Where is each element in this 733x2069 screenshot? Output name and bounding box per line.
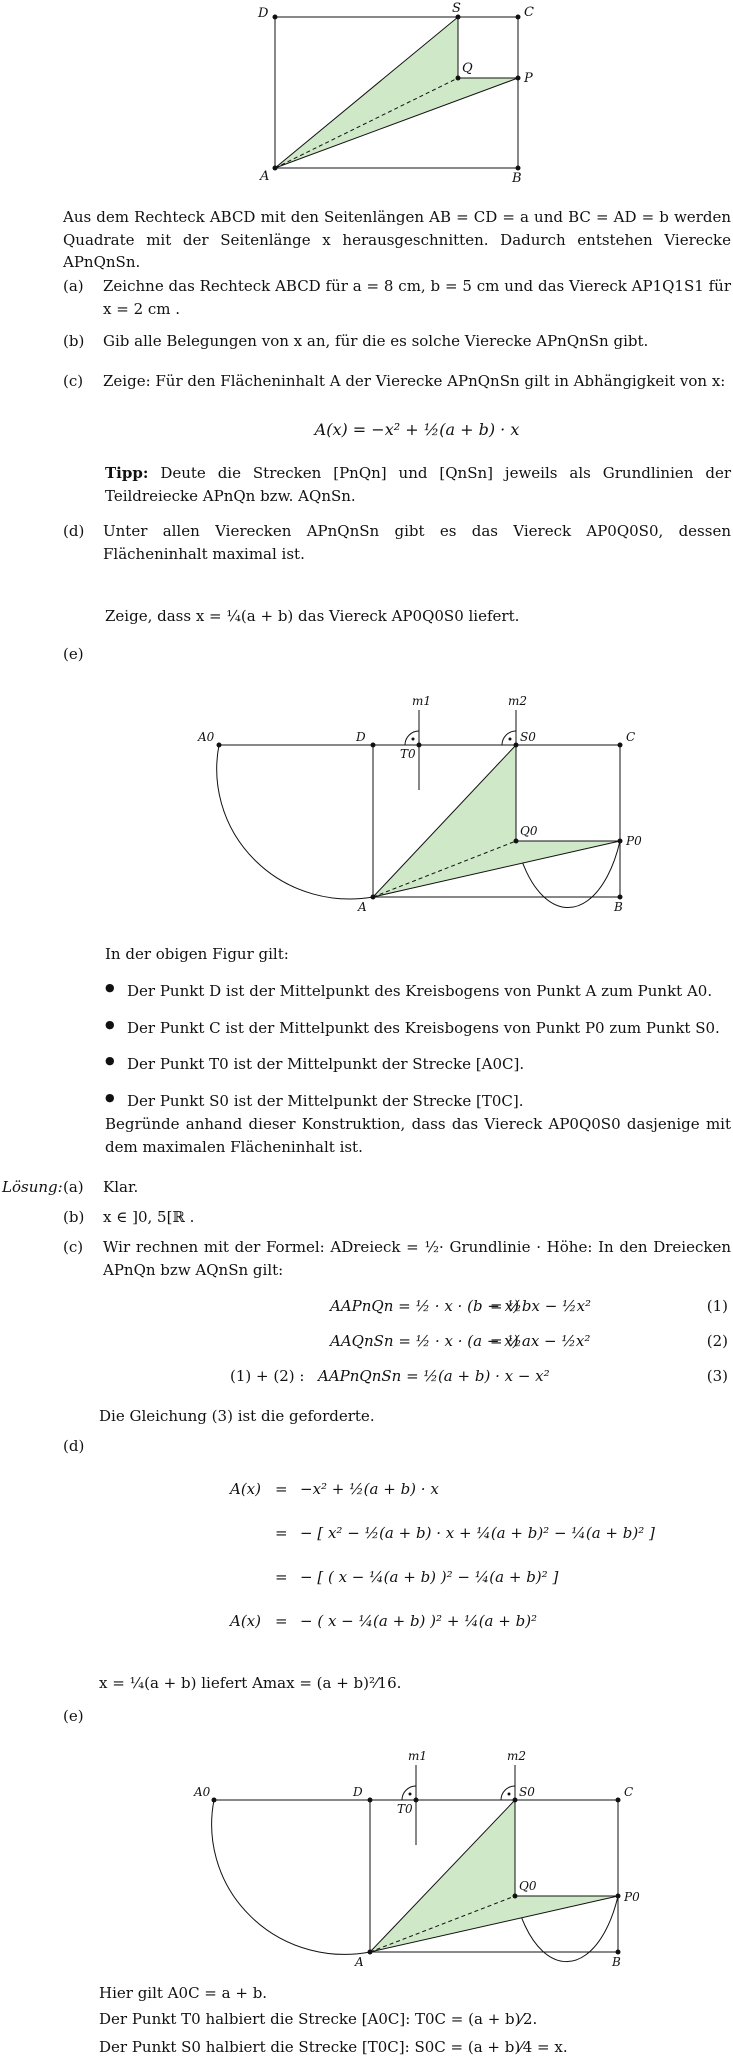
bullet: ● Der Punkt D ist der Mittelpunkt des Kreisbogens von Punkt A zum Punkt A0.: [105, 980, 730, 1003]
svg-text:P0: P0: [626, 834, 642, 848]
svg-text:m1: m1: [408, 1749, 428, 1763]
svg-text:m2: m2: [508, 694, 528, 708]
svg-text:T0: T0: [400, 747, 416, 761]
equation-3: (1) + (2) : AAPnQnSn = ½(a + b) · x − x² (3): [230, 1367, 728, 1385]
svg-text:P0: P0: [624, 1890, 640, 1904]
task-e: (e): [63, 645, 84, 663]
svg-text:A: A: [355, 1955, 364, 1969]
svg-text:S0: S0: [519, 1785, 535, 1799]
bullet: ● Der Punkt T0 ist der Mittelpunkt der Strecke [A0C].: [105, 1053, 730, 1076]
svg-text:C: C: [626, 730, 636, 744]
svg-text:D: D: [356, 730, 366, 744]
svg-text:S: S: [452, 2, 461, 16]
derivation-line-4: A(x) = − ( x − ¼(a + b) )² + ¼(a + b)²: [230, 1612, 538, 1630]
equation-1: AAPnQn = ½ · x · (b − x) = ½bx − ½x² (1): [330, 1297, 728, 1315]
derivation-line-1: A(x) = −x² + ½(a + b) · x: [230, 1480, 439, 1498]
svg-text:D: D: [353, 1785, 363, 1799]
svg-text:C: C: [524, 5, 534, 20]
task-d-claim: Zeige, dass x = ¼(a + b) das Viereck AP0Q0S0 liefert.: [105, 607, 520, 625]
figure-rectangle: [250, 2, 550, 182]
figure-solution-construction: [190, 1735, 650, 1975]
solution-c: (c) Wir rechnen mit der Formel: ADreieck = ½· Grundlinie · Höhe: In den Dreiecken APnQn bzw AQnSn gilt:: [63, 1238, 731, 1279]
bullet: ● Der Punkt C ist der Mittelpunkt des Kreisbogens von Punkt P0 zum Punkt S0.: [105, 1017, 730, 1040]
svg-text:T0: T0: [397, 1802, 413, 1816]
svg-text:B: B: [512, 171, 522, 182]
solution-a: (a) Klar.: [63, 1178, 139, 1196]
intro-text: Aus dem Rechteck ABCD mit den Seitenlängen AB = CD = a und BC = AD = b werden Quadrate mit der Seitenlänge x herausgeschnitten. Dadurch entstehen Vierecke APnQnSn.: [63, 208, 731, 271]
svg-text:Q0: Q0: [519, 1879, 537, 1893]
task-b: (b) Gib alle Belegungen von x an, für die es solche Vierecke APnQnSn gibt.: [63, 332, 649, 350]
solution-e-line-3: Der Punkt S0 halbiert die Strecke [T0C]: S0C = (a + b)⁄4 = x.: [99, 2038, 568, 2056]
solution-b: (b) x ∈ ]0, 5[ℝ .: [63, 1208, 195, 1226]
e-bullets: [105, 980, 730, 1126]
svg-text:S0: S0: [520, 730, 536, 744]
solution-d: (d): [63, 1437, 85, 1455]
solution-d-end: x = ¼(a + b) liefert Amax = (a + b)²⁄16.: [99, 1674, 402, 1692]
e-intro: In der obigen Figur gilt:: [105, 945, 289, 963]
svg-text:m2: m2: [507, 1749, 527, 1763]
svg-text:A: A: [358, 900, 367, 914]
svg-text:A0: A0: [198, 730, 215, 744]
solution-label: Lösung:: [2, 1178, 63, 1196]
svg-text:C: C: [624, 1785, 634, 1799]
svg-text:P: P: [524, 71, 533, 86]
svg-text:A0: A0: [194, 1785, 211, 1799]
solution-c-end: Die Gleichung (3) ist die geforderte.: [99, 1407, 375, 1425]
svg-text:B: B: [614, 900, 623, 914]
svg-text:Q: Q: [462, 61, 473, 76]
svg-text:D: D: [258, 6, 269, 21]
task-a: (a) Zeichne das Rechteck ABCD für a = 8 cm, b = 5 cm und das Viereck AP1Q1S1 für x = 2 cm .: [63, 277, 731, 318]
figure-construction: [190, 675, 650, 915]
svg-text:Q0: Q0: [520, 824, 538, 838]
solution-e: (e): [63, 1707, 84, 1725]
task-d: (d) Unter allen Vierecken APnQnSn gibt es das Viereck AP0Q0S0, dessen Flächeninhalt maximal ist.: [63, 522, 731, 563]
e-question: Begründe anhand dieser Konstruktion, dass das Viereck AP0Q0S0 dasjenige mit dem maximalen Flächeninhalt ist.: [105, 1115, 731, 1156]
equation-2: AAQnSn = ½ · x · (a − x) = ½ax − ½x² (2): [330, 1332, 728, 1350]
area-formula: A(x) = −x² + ½(a + b) · x: [314, 420, 520, 439]
svg-text:B: B: [612, 1955, 621, 1969]
solution-e-line-1: Hier gilt A0C = a + b.: [99, 1984, 268, 2002]
task-c: (c) Zeige: Für den Flächeninhalt A der Vierecke APnQnSn gilt in Abhängigkeit von x:: [63, 372, 726, 390]
bullet: ● Der Punkt S0 ist der Mittelpunkt der Strecke [T0C].: [105, 1090, 730, 1113]
svg-text:A: A: [260, 169, 270, 182]
solution-e-line-2: Der Punkt T0 halbiert die Strecke [A0C]: T0C = (a + b)⁄2.: [99, 2010, 538, 2028]
svg-text:m1: m1: [412, 694, 432, 708]
tipp: Tipp: Deute die Strecken [PnQn] und [QnSn] jeweils als Grundlinien der Teildreiecke APnQn bzw. AQnSn.: [105, 464, 731, 505]
